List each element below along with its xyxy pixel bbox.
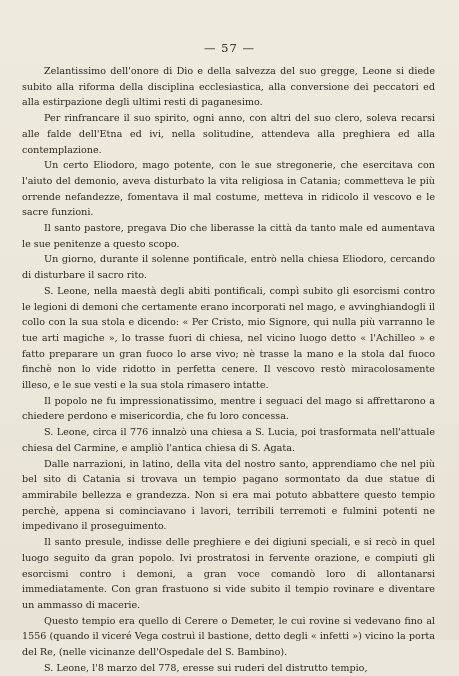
paragraph: Un giorno, durante il solenne pontificale, entrò nella chiesa Eliodoro, cercando di disturbare il sacro rito. [22, 254, 435, 282]
body-text [22, 64, 435, 676]
paragraph: Il santo presule, indisse delle preghiere e dei digiuni speciali, e si recò in quel luogo seguito da gran popolo. Ivi prostratosi in fervente orazione, e compiuti gli esorcismi contro i demoni, a gran voce comandò loro di allontanarsi immediatamente. Con gran frastuono si vide subito il tempio rovinare e diventare un ammasso di macerie. [22, 537, 435, 611]
paragraph: S. Leone, circa il 776 innalzò una chiesa a S. Lucia, poi trasformata nell'attuale chiesa del Carmine, e ampliò l'antica chiesa di S. Agata. [22, 427, 435, 454]
paragraph: Il santo pastore, pregava Dio che liberasse la città da tanto male ed aumentava le sue penitenze a questo scopo. [22, 223, 435, 250]
paragraph: Il popolo ne fu impressionatissimo, mentre i seguaci del mago si affrettarono a chiedere perdono e misericordia, che fu loro concessa. [22, 395, 435, 423]
page-number: — 57 — [204, 41, 255, 55]
paragraph: S. Leone, nella maestà degli abiti pontificali, compì subito gli esorcismi contro le legioni di demoni che certamente erano incorporati nel mago, e avvinghiandogli il collo con la sua stola e dicendo: « Per Cristo, mio Signore, qui nulla più varranno le tue arti magiche », lo trasse fuori di chiesa, nel vicino luogo detto « l'Achilleo » e fatto preparare un gran fuoco lo arse vivo; nè trasse la mano e la stola dal fuoco finchè non lo vide ridotto in perfetta cenere. Il vescovo restò miracolosamente illeso, e le sue vesti e la sua stola rimasero intatte. [22, 285, 435, 392]
paragraph: Un certo Eliodoro, mago potente, con le sue stregonerie, che esercitava con l'aiuto del demonio, aveva disturbato la vita religiosa in Catania; commetteva le più orrende nefandezze, fomentava il mal costume, metteva in ridicolo il vescovo e le sacre funzioni. [22, 160, 435, 219]
paragraph: Per rinfrancare il suo spirito, ogni anno, con altri del suo clero, soleva recarsi alle falde dell'Etna ed ivi, nella solitudine, attendeva alla preghiera ed alla contemplazione. [22, 113, 435, 156]
paragraph: S. Leone, l'8 marzo del 778, eresse sui ruderi del distrutto tempio, [44, 662, 368, 674]
paragraph: Questo tempio era quello di Cerere o Demeter, le cui rovine si vedevano fino al 1556 (quando il viceré Vega costruì il bastione, detto degli « infetti ») vicino la porta del Re, (nelle vicinanze dell'Ospedale del S. Bambino). [22, 615, 435, 659]
paragraph: Zelantissimo dell'onore di Dio e della salvezza del suo gregge, Leone si diede subito alla riforma della disciplina ecclesiastica, alla conversione dei peccatori ed alla estirpazione degli ultimi resti di paganesimo. [22, 66, 435, 109]
paragraph: Dalle narrazioni, in latino, della vita del nostro santo, apprendiamo che nel più bel sito di Catania si trovava un tempio pagano sormontato da due statue di ammirabile bellezza e grandezza. Non si era mai potuto abbattere questo tempio perchè, appena si cominciavano i lavori, terribili terremoti e fulmini potenti ne impedivano il proseguimento. [22, 458, 435, 533]
